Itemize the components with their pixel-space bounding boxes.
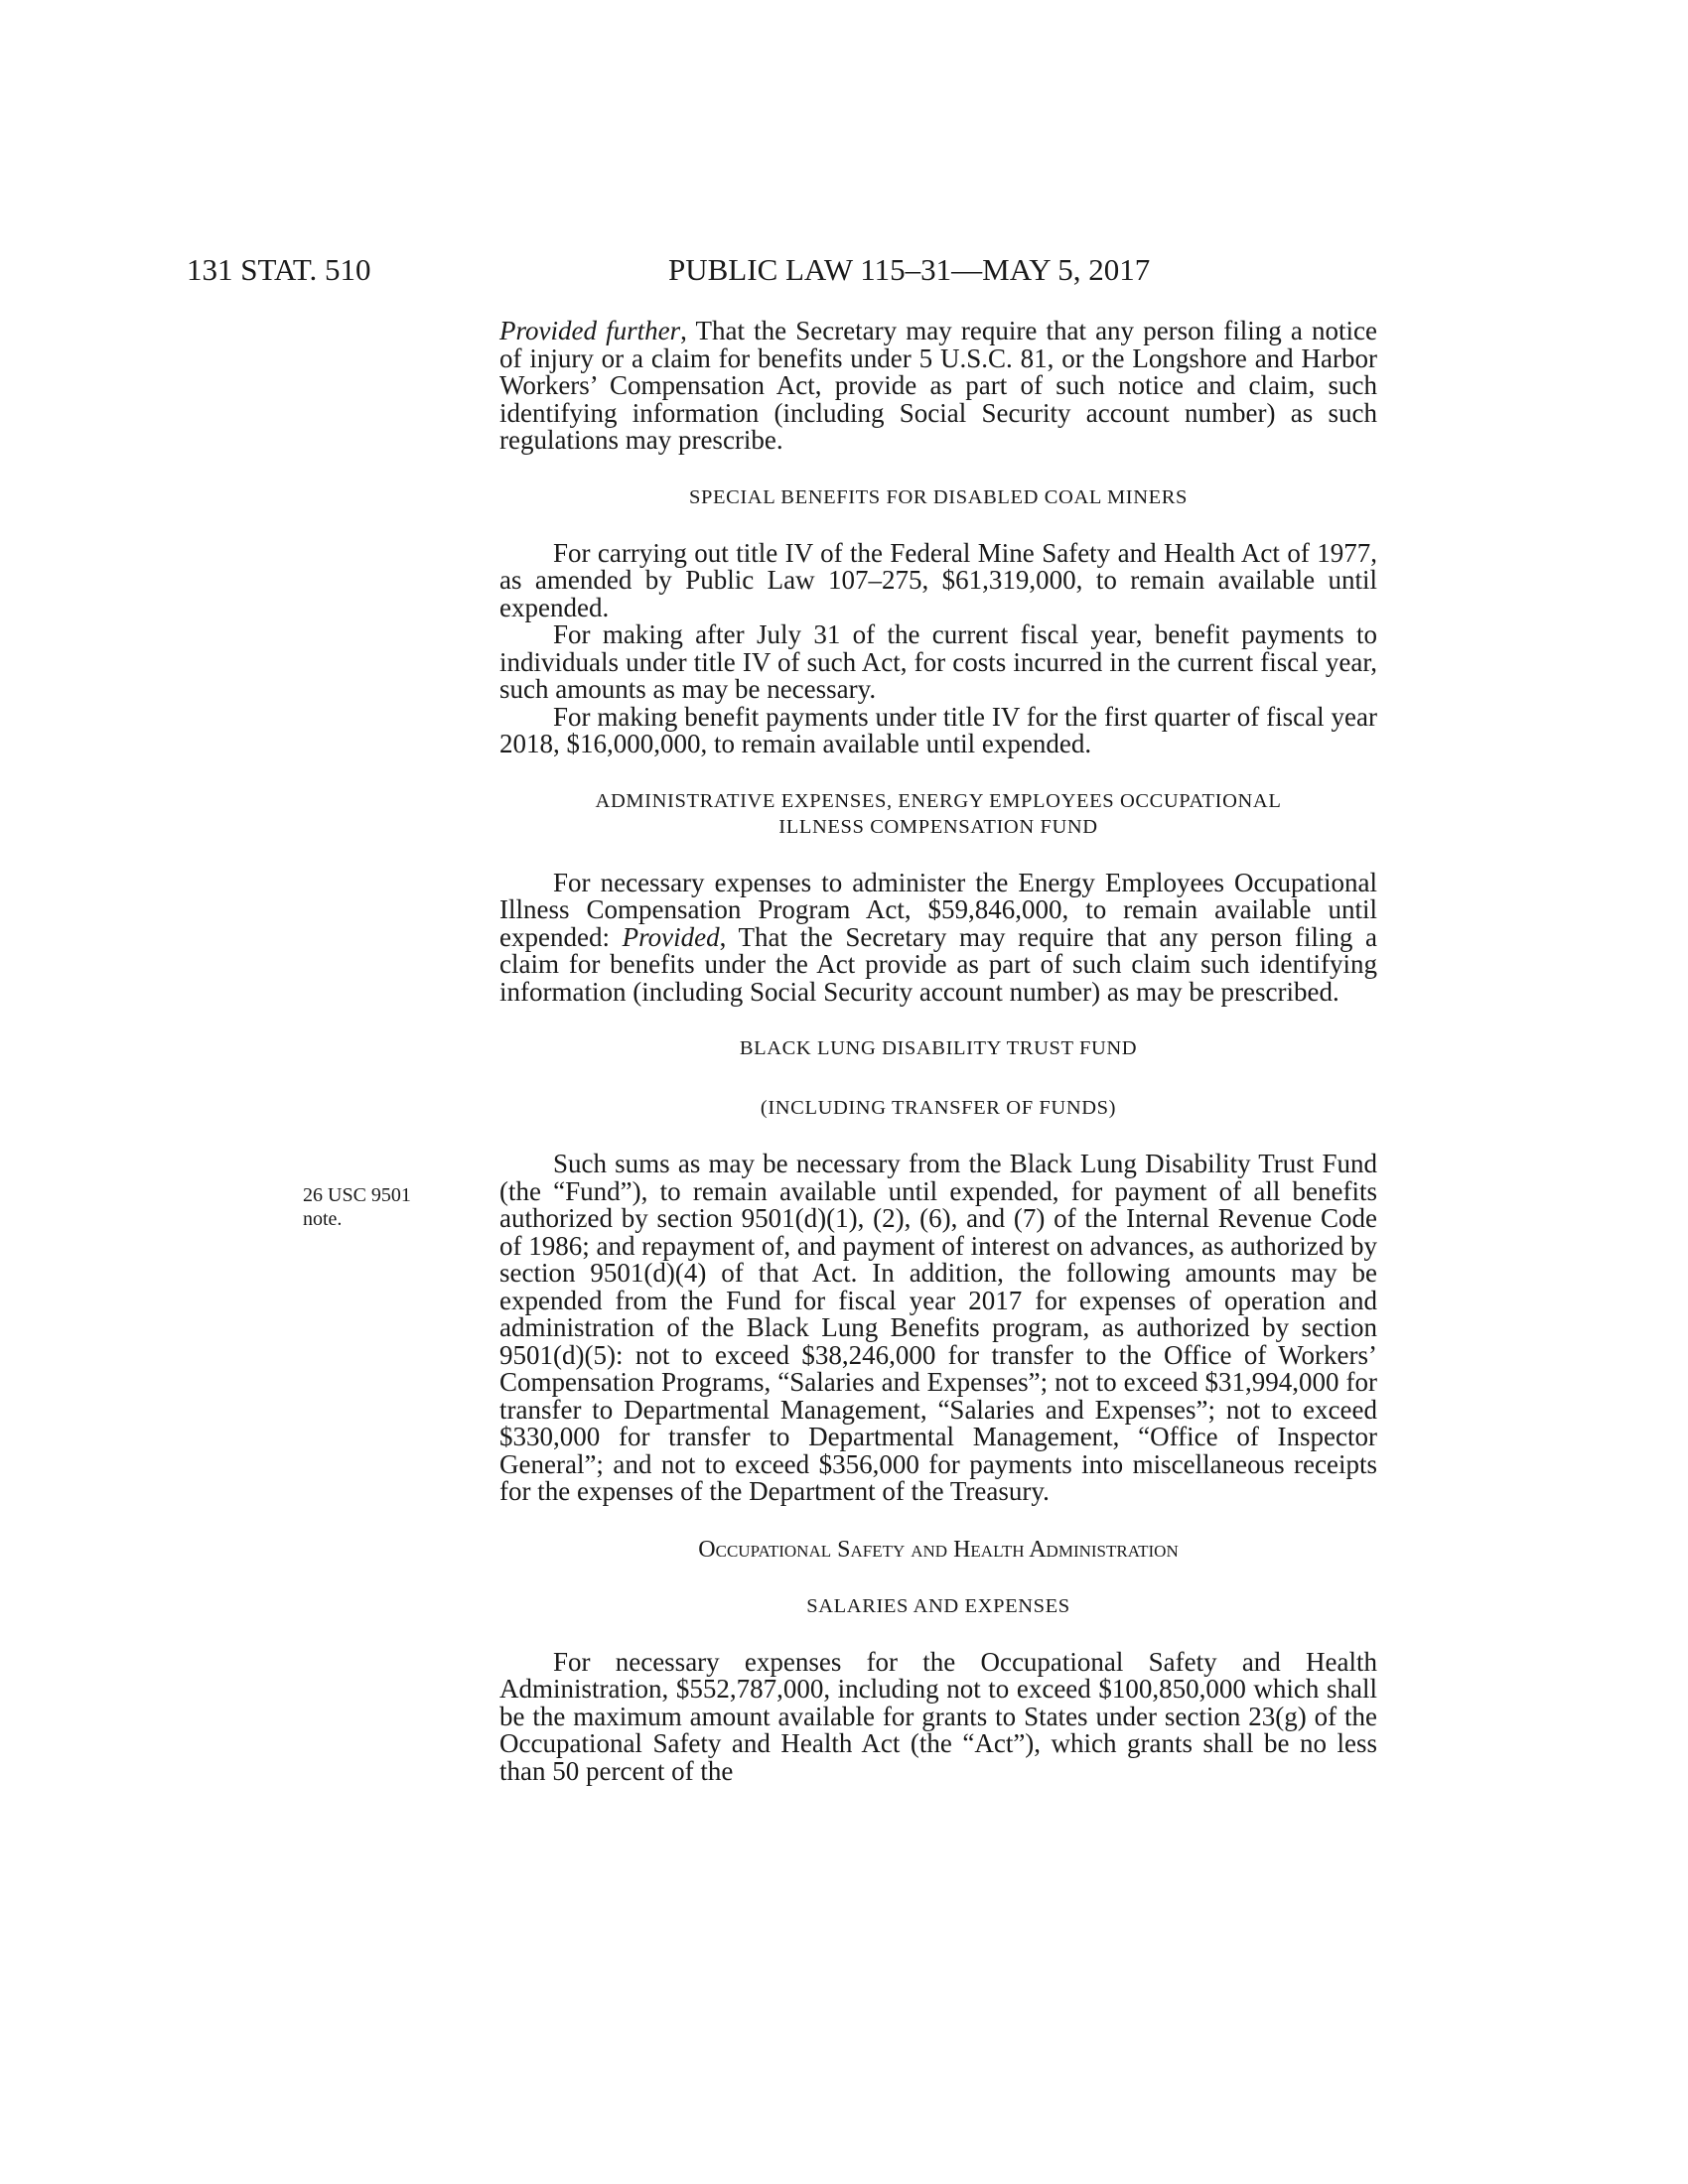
paragraph-title-iv: For carrying out title IV of the Federal Mine Safety and Health Act of 1977, as amended by Public Law 107–275, $61,319,000, to remain available until expended. bbox=[499, 537, 1377, 622]
margin-note-suffix: note. bbox=[303, 1208, 343, 1230]
page-header bbox=[187, 250, 1378, 290]
paragraph-black-lung-trust: Such sums as may be necessary from the Black Lung Disability Trust Fund (the “Fund”), to remain available until expended, for payment of all benefits authorized by section 9501(d)(1), (2), (6), and (7) of the Internal Revenue Code of 1986; and repayment of, and payment of interest on advances, as authorized by section 9501(d)(4) of that Act. In addition, the following amounts may be expended from the Fund for fiscal year 2017 for expenses of operation and administration of the Black Lung Benefits program, as authorized by section 9501(d)(5): not to exceed $38,246,000 for transfer to the Office of Workers’ Compensation Programs, “Salaries and Expenses”; not to exceed $31,994,000 for transfer to Departmental Management, “Salaries and Expenses”; not to exceed $330,000 for transfer to Departmental Management, “Office of Inspector General”; and not to exceed $356,000 for payments into miscellaneous receipts for the expenses of the Department of the Treasury. bbox=[499, 1149, 1377, 1506]
paragraph-energy-employees: For necessary expenses to administer the Energy Employees Occupational Illness Compensation Program Act, $59,846,000, to remain available until expended: Provided, That the Secretary may require that any person filing a claim for benefits under the Act provide as part of such claim such identifying information (including Social Security account number) as may be prescribed. bbox=[499, 867, 1378, 1007]
heading-admin-expenses-line1: ADMINISTRATIVE EXPENSES, ENERGY EMPLOYEES OCCUPATIONAL bbox=[595, 789, 1282, 812]
running-head: PUBLIC LAW 115–31—MAY 5, 2017 bbox=[668, 252, 1151, 287]
heading-salaries-expenses: SALARIES AND EXPENSES bbox=[806, 1594, 1070, 1617]
heading-special-benefits: SPECIAL BENEFITS FOR DISABLED COAL MINERS bbox=[688, 485, 1189, 508]
heading-osha: Occupational Safety and Health Administration bbox=[698, 1536, 1179, 1563]
margin-note bbox=[303, 1183, 452, 1231]
stat-page-number: 131 STAT. 510 bbox=[187, 252, 371, 287]
body-column bbox=[499, 318, 1377, 1785]
italic-provided: Provided bbox=[622, 921, 720, 952]
italic-provided-further: Provided further bbox=[499, 316, 681, 345]
paragraph-first-quarter: For making benefit payments under title IV for the first quarter of fiscal year 2018, $16,000,000, to remain available until expended. bbox=[499, 701, 1377, 758]
paragraph-provided-further: Provided further, That the Secretary may require that any person filing a notice of injury or a claim for benefits under 5 U.S.C. 81, or the Longshore and Harbor Workers’ Compensation Act, provide as part of such notice and claim, such identifying information (including Social Security account number) as such regulations may prescribe. bbox=[499, 316, 1378, 455]
paragraph-osha-expenses: For necessary expenses for the Occupational Safety and Health Administration, $552,787,000, including not to exceed $100,850,000 which shall be the maximum amount available for grants to States under section 23(g) of the Occupational Safety and Health Act (the “Act”), which grants shall be no less than 50 percent of the bbox=[499, 1646, 1377, 1786]
heading-admin-expenses-line2: ILLNESS COMPENSATION FUND bbox=[778, 815, 1098, 838]
heading-black-lung: BLACK LUNG DISABILITY TRUST FUND bbox=[739, 1037, 1138, 1059]
heading-transfer-of-funds: (INCLUDING TRANSFER OF FUNDS) bbox=[760, 1097, 1117, 1119]
margin-note-citation: 26 USC 9501 bbox=[303, 1184, 411, 1206]
paragraph-benefit-payments: For making after July 31 of the current fiscal year, benefit payments to individuals under title IV of such Act, for costs incurred in the current fiscal year, such amounts as may be necessary. bbox=[499, 619, 1377, 704]
